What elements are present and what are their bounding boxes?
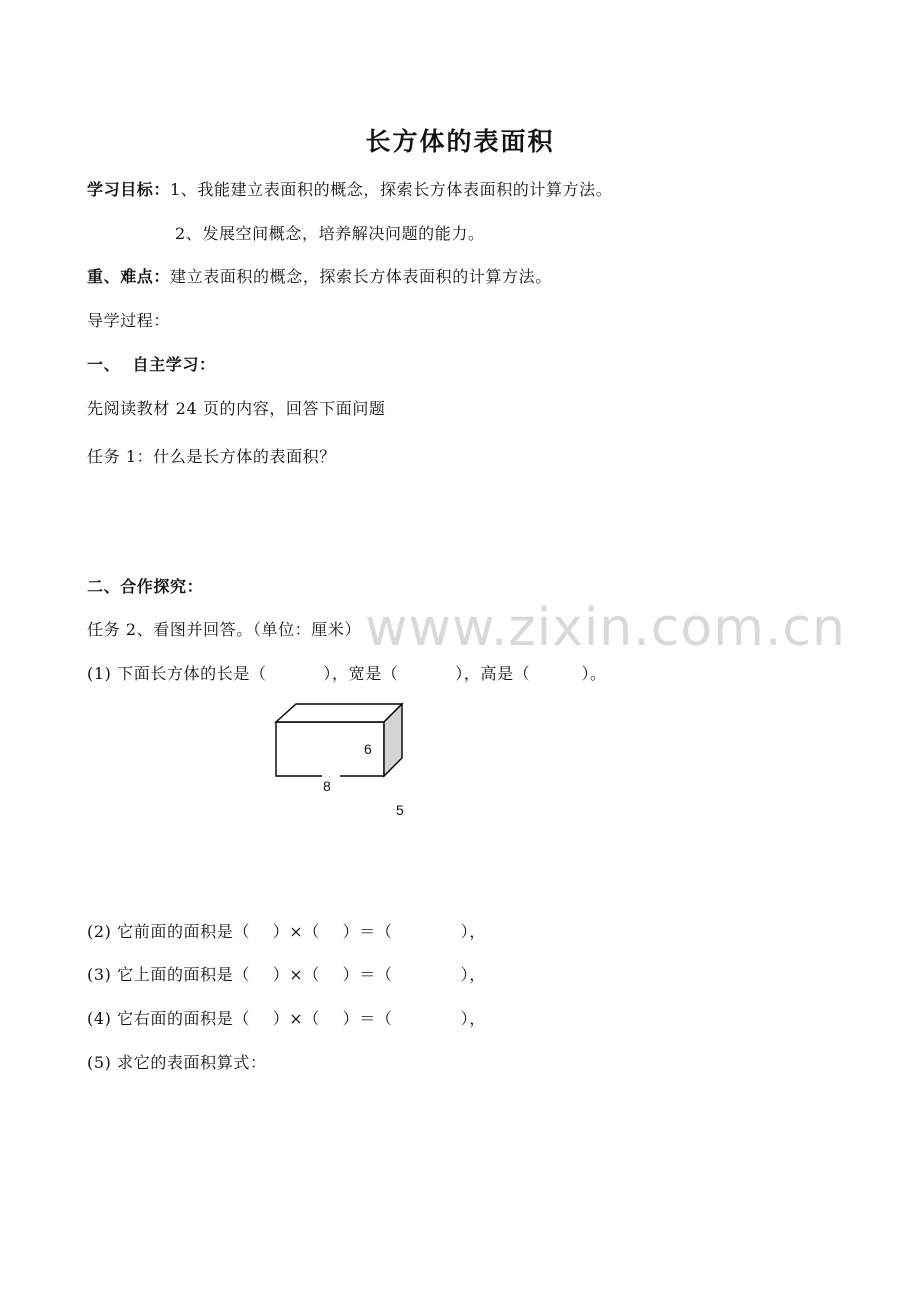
top-face xyxy=(276,704,402,722)
goal-2: 2、发展空间概念，培养解决问题的能力。 xyxy=(175,224,485,243)
length-label: 8 xyxy=(323,778,331,794)
learning-goals-line xyxy=(87,180,612,200)
goal-1: 1、我能建立表面积的概念，探索长方体表面积的计算方法。 xyxy=(170,180,613,199)
watermark: www.zixin.com.cn xyxy=(365,598,846,658)
key-text: 建立表面积的概念，探索长方体表面积的计算方法。 xyxy=(170,267,552,286)
task-1: 任务 1：什么是长方体的表面积？ xyxy=(87,447,336,466)
question-5: (5) 求它的表面积算式： xyxy=(87,1053,267,1072)
question-1: (1) 下面长方体的长是（ ），宽是（ ），高是（ ）。 xyxy=(87,664,607,683)
question-2: (2) 它前面的面积是（ ）×（ ）＝（ ）， xyxy=(87,922,486,941)
question-3: (3) 它上面的面积是（ ）×（ ）＝（ ）， xyxy=(87,965,486,984)
key-points-line xyxy=(87,267,552,287)
section-2-heading: 二、合作探究： xyxy=(87,577,204,596)
task-2: 任务 2、看图并回答。（单位：厘米） xyxy=(87,620,362,639)
document-title: 长方体的表面积 xyxy=(365,127,555,156)
width-label: 5 xyxy=(396,802,404,818)
cuboid-figure xyxy=(260,696,420,826)
section-1-heading: 一、 自主学习： xyxy=(87,355,216,374)
question-4: (4) 它右面的面积是（ ）×（ ）＝（ ）， xyxy=(87,1009,486,1028)
read-instruction: 先阅读教材 24 页的内容，回答下面问题 xyxy=(87,399,386,418)
process-label: 导学过程： xyxy=(87,311,171,330)
key-label: 重、难点： xyxy=(87,267,171,286)
goals-label: 学习目标： xyxy=(87,180,171,199)
height-label: 6 xyxy=(364,741,372,757)
